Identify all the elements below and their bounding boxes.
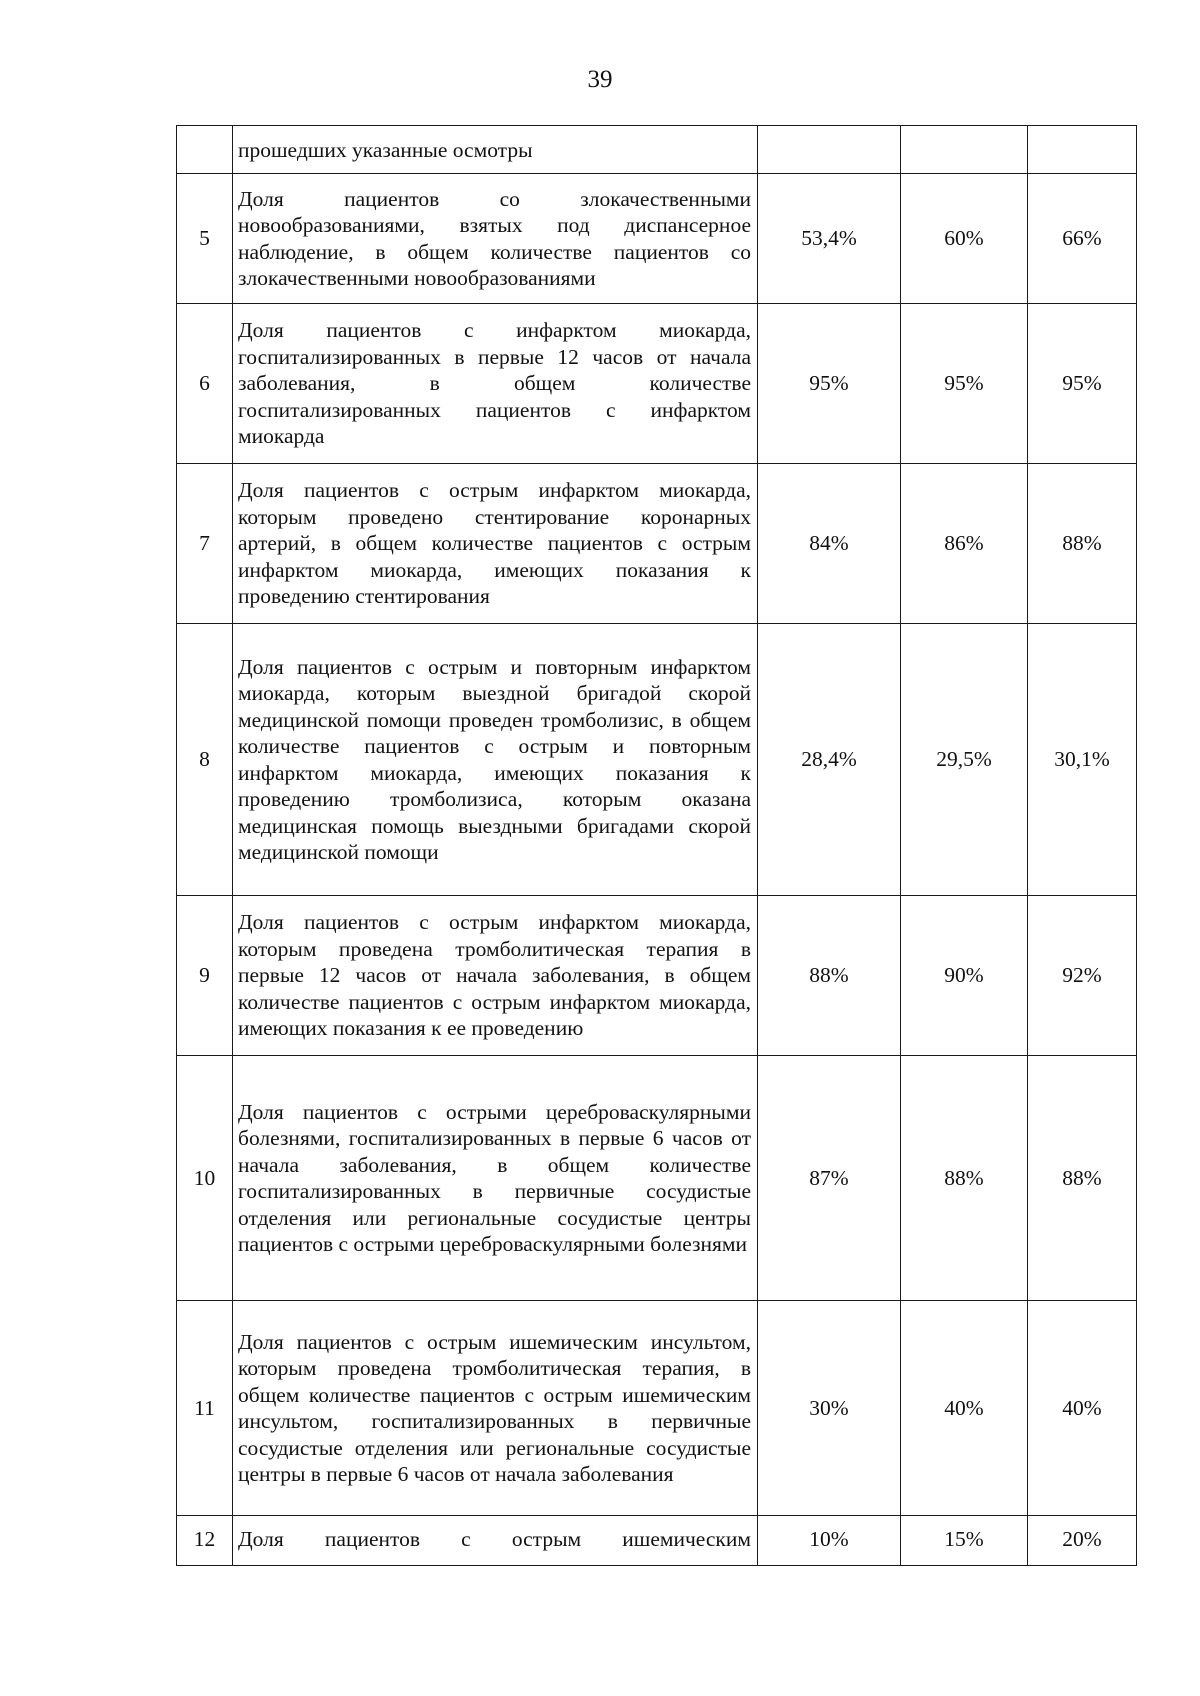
row-number: 9 xyxy=(177,896,233,1056)
row-value-1: 87% xyxy=(758,1056,901,1301)
table-row xyxy=(177,464,1137,624)
row-number xyxy=(177,126,233,174)
row-value-2 xyxy=(901,126,1028,174)
row-value-2: 15% xyxy=(901,1516,1028,1566)
row-value-3: 88% xyxy=(1028,1056,1137,1301)
row-description: Доля пациентов с острыми цереброваскулярными болезнями, госпитализированных в первые 6 часов от начала заболевания, в общем количестве госпитализированных в первичные сосудистые отделения или региональные сосудистые центры пациентов с острыми цереброваскулярными болезнями xyxy=(233,1056,758,1301)
row-value-1: 95% xyxy=(758,304,901,464)
row-value-2: 95% xyxy=(901,304,1028,464)
row-description: Доля пациентов с острым инфарктом миокарда, которым проведено стентирование коронарных артерий, в общем количестве пациентов с острым инфарктом миокарда, имеющих показания к проведению стентирования xyxy=(233,464,758,624)
row-number: 11 xyxy=(177,1301,233,1516)
row-number: 5 xyxy=(177,174,233,304)
row-value-3: 30,1% xyxy=(1028,624,1137,896)
row-value-1: 30% xyxy=(758,1301,901,1516)
row-number: 10 xyxy=(177,1056,233,1301)
row-value-1: 28,4% xyxy=(758,624,901,896)
table-row xyxy=(177,1056,1137,1301)
table-row xyxy=(177,304,1137,464)
row-description: Доля пациентов с острым ишемическим xyxy=(233,1516,758,1566)
indicators-table xyxy=(176,125,1137,1566)
row-value-3: 88% xyxy=(1028,464,1137,624)
row-value-3: 92% xyxy=(1028,896,1137,1056)
row-value-1: 10% xyxy=(758,1516,901,1566)
row-number: 8 xyxy=(177,624,233,896)
table-row xyxy=(177,1516,1137,1566)
row-value-3 xyxy=(1028,126,1137,174)
row-value-1: 88% xyxy=(758,896,901,1056)
row-value-2: 40% xyxy=(901,1301,1028,1516)
row-value-3: 66% xyxy=(1028,174,1137,304)
row-value-2: 60% xyxy=(901,174,1028,304)
row-value-2: 90% xyxy=(901,896,1028,1056)
row-value-1 xyxy=(758,126,901,174)
table-row xyxy=(177,896,1137,1056)
row-value-2: 86% xyxy=(901,464,1028,624)
row-description: Доля пациентов с острым ишемическим инсультом, которым проведена тромболитическая терапия, в общем количестве пациентов с острым ишемическим инсультом, госпитализированных в первичные сосудистые отделения или региональные сосудистые центры в первые 6 часов от начала заболевания xyxy=(233,1301,758,1516)
row-value-2: 88% xyxy=(901,1056,1028,1301)
row-value-3: 20% xyxy=(1028,1516,1137,1566)
row-value-3: 95% xyxy=(1028,304,1137,464)
row-value-3: 40% xyxy=(1028,1301,1137,1516)
row-description: Доля пациентов с острым инфарктом миокарда, которым проведена тромболитическая терапия в первые 12 часов от начала заболевания, в общем количестве пациентов с острым инфарктом миокарда, имеющих показания к ее проведению xyxy=(233,896,758,1056)
row-description: Доля пациентов с острым и повторным инфарктом миокарда, которым выездной бригадой скорой медицинской помощи проведен тромболизис, в общем количестве пациентов с острым и повторным инфарктом миокарда, имеющих показания к проведению тромболизиса, которым оказана медицинская помощь выездными бригадами скорой медицинской помощи xyxy=(233,624,758,896)
row-description: Доля пациентов с инфарктом миокарда, госпитализированных в первые 12 часов от начала заболевания, в общем количестве госпитализированных пациентов с инфарктом миокарда xyxy=(233,304,758,464)
row-value-1: 53,4% xyxy=(758,174,901,304)
row-description: Доля пациентов со злокачественными новообразованиями, взятых под диспансерное наблюдение, в общем количестве пациентов со злокачественными новообразованиями xyxy=(233,174,758,304)
page-number: 39 xyxy=(587,66,613,93)
row-number: 7 xyxy=(177,464,233,624)
row-description: прошедших указанные осмотры xyxy=(233,126,758,174)
table-row xyxy=(177,126,1137,174)
row-number: 6 xyxy=(177,304,233,464)
table-row xyxy=(177,624,1137,896)
row-value-2: 29,5% xyxy=(901,624,1028,896)
row-number: 12 xyxy=(177,1516,233,1566)
row-value-1: 84% xyxy=(758,464,901,624)
table-row xyxy=(177,1301,1137,1516)
table-row xyxy=(177,174,1137,304)
